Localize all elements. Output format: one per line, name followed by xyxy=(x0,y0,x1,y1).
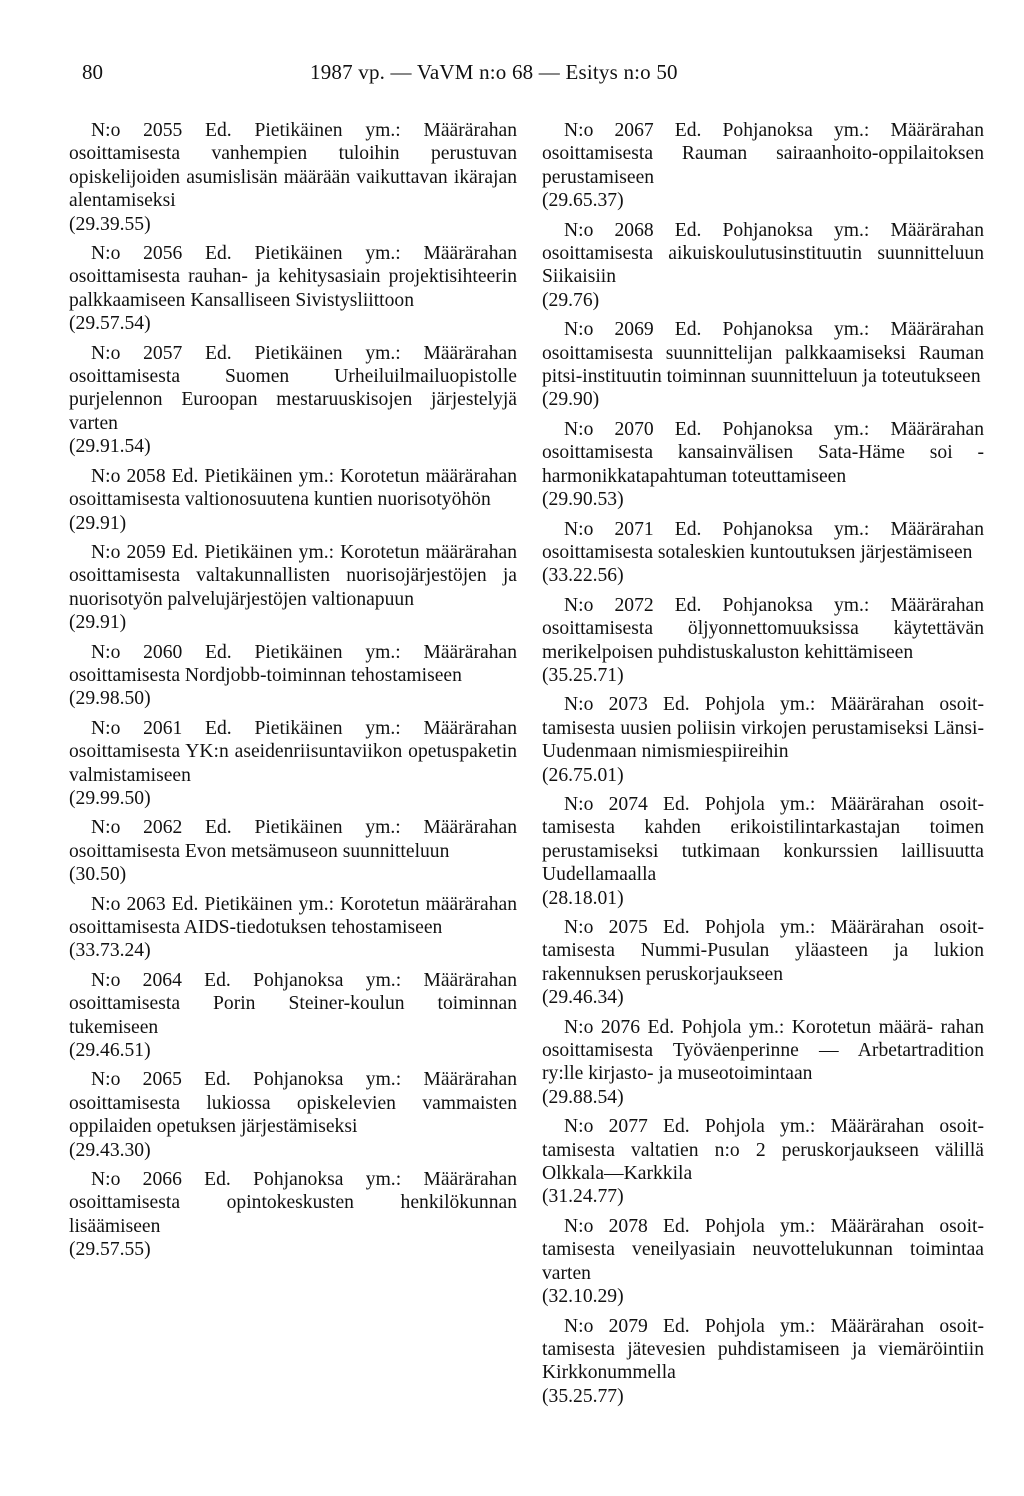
motion-description: osoittamisesta vanhempien tuloihin perustuvan opiskelijoiden asumislisän määrään vaikuttavan ikärajan alentamiseksi xyxy=(69,143,517,212)
motion-text xyxy=(542,693,984,763)
motion-heading: N:o 2057 Ed. Pietikäinen ym.: Määrärahan xyxy=(91,342,517,364)
motion-text xyxy=(69,717,517,787)
motion-entry xyxy=(542,1215,984,1309)
budget-reference: (30.50) xyxy=(69,864,127,886)
motion-entry xyxy=(69,465,517,535)
budget-reference: (33.22.56) xyxy=(542,565,624,587)
motion-description: osoittamisesta öljyonnettomuuksissa käytettävän merikelpoisen puhdistuskaluston kehittämiseen xyxy=(542,618,984,663)
motion-heading: N:o 2078 Ed. Pohjola ym.: Määrärahan osoit- xyxy=(564,1215,984,1237)
motion-entry xyxy=(542,1115,984,1209)
motion-text xyxy=(542,594,984,664)
motion-heading: N:o 2064 Ed. Pohjanoksa ym.: Määrärahan xyxy=(91,969,517,991)
budget-reference: (28.18.01) xyxy=(542,887,624,909)
budget-reference: (29.76) xyxy=(542,289,600,311)
budget-reference: (32.10.29) xyxy=(542,1286,624,1308)
budget-reference: (29.91.54) xyxy=(69,436,151,458)
motion-heading: N:o 2055 Ed. Pietikäinen ym.: Määrärahan xyxy=(91,120,517,141)
motion-description: tamisesta uusien poliisin virkojen perustamiseksi Länsi-Uudenmaan nimismiespiireihin xyxy=(542,717,984,763)
motion-entry xyxy=(69,1068,517,1162)
budget-reference: (29.39.55) xyxy=(69,213,151,235)
motion-description: osoittamisesta YK:n aseidenriisuntaviikon opetuspaketin valmistamiseen xyxy=(69,741,517,786)
budget-reference: (26.75.01) xyxy=(542,764,624,786)
motion-description: osoittamisesta Porin Steiner-koulun toiminnan tukemiseen xyxy=(69,993,517,1038)
motion-heading: N:o 2059 Ed. Pietikäinen ym.: Korotetun xyxy=(91,541,420,563)
budget-reference: (29.46.34) xyxy=(542,987,624,1009)
motion-text xyxy=(69,641,517,688)
budget-reference: (29.91) xyxy=(69,612,127,634)
motion-heading: N:o 2074 Ed. Pohjola ym.: Määrärahan osoit- xyxy=(564,793,984,815)
motion-entry xyxy=(69,816,517,886)
motion-description: tamisesta valtatien n:o 2 peruskorjaukseen välillä Olkkala—Karkkila xyxy=(542,1139,984,1185)
motion-description: rahan osoittamisesta Työväenperinne — Arbetartradition ry:lle kirjasto- ja museotoimintaan xyxy=(542,1016,984,1085)
budget-reference: (29.90.53) xyxy=(542,489,624,511)
motion-description: osoittamisesta kansainvälisen Sata-Häme soi -harmonikkatapahtuman toteuttamiseen xyxy=(542,442,984,487)
motion-description: määrärahan osoittamisesta valtionosuutena kuntien nuorisotyöhön xyxy=(69,465,517,511)
motion-text xyxy=(542,1115,984,1185)
motion-heading: N:o 2069 Ed. Pohjanoksa ym.: Määrärahan xyxy=(564,319,984,341)
motion-entry xyxy=(542,418,984,512)
motion-entry xyxy=(542,119,984,213)
page-number: 80 xyxy=(82,60,103,84)
motion-heading: N:o 2065 Ed. Pohjanoksa ym.: Määrärahan xyxy=(91,1069,517,1091)
motion-text xyxy=(69,541,517,611)
motion-text xyxy=(542,793,984,887)
budget-reference: (29.88.54) xyxy=(542,1086,624,1108)
motion-heading: N:o 2066 Ed. Pohjanoksa ym.: Määrärahan xyxy=(91,1169,517,1191)
motion-description: määrärahan osoittamisesta AIDS-tiedotuksen tehostamiseen xyxy=(69,893,517,938)
motion-description: osoittamisesta opintokeskusten henkilökunnan lisäämiseen xyxy=(69,1192,517,1237)
motion-text xyxy=(69,1068,517,1138)
motion-entry xyxy=(542,318,984,412)
budget-reference: (33.73.24) xyxy=(69,940,151,962)
motion-heading: N:o 2060 Ed. Pietikäinen ym.: Määrärahan xyxy=(91,641,517,663)
left-column xyxy=(69,119,517,1268)
motion-entry xyxy=(542,219,984,313)
running-title: 1987 vp. — VaVM n:o 68 — Esitys n:o 50 xyxy=(310,60,678,84)
motion-text xyxy=(542,219,984,289)
motion-text xyxy=(542,318,984,388)
motion-entry xyxy=(69,342,517,459)
motion-heading: N:o 2077 Ed. Pohjola ym.: Määrärahan osoit- xyxy=(564,1116,984,1138)
motion-description: osoittamisesta Rauman sairaanhoito-oppilaitoksen perustamiseen xyxy=(542,143,984,188)
motion-entry xyxy=(542,1016,984,1110)
motion-heading: N:o 2062 Ed. Pietikäinen ym.: Määrärahan xyxy=(91,817,517,839)
motion-entry xyxy=(69,541,517,635)
motion-heading: N:o 2067 Ed. Pohjanoksa ym.: Määrärahan xyxy=(564,120,984,141)
motion-entry xyxy=(69,717,517,811)
motion-heading: N:o 2068 Ed. Pohjanoksa ym.: Määrärahan xyxy=(564,219,984,241)
motion-description: osoittamisesta lukiossa opiskelevien vammaisten oppilaiden opetuksen järjestämiseksi xyxy=(69,1092,517,1138)
motion-entry xyxy=(69,1168,517,1262)
motion-entry xyxy=(542,518,984,588)
motion-text xyxy=(542,1315,984,1385)
motion-description: osoittamisesta suunnittelijan palkkaamiseksi Rauman pitsi-instituutin toiminnan suunnitteluun ja toteutukseen xyxy=(542,342,984,388)
budget-reference: (29.90) xyxy=(542,389,600,411)
motion-heading: N:o 2073 Ed. Pohjola ym.: Määrärahan osoit- xyxy=(564,694,984,716)
budget-reference: (35.25.77) xyxy=(542,1385,624,1407)
motion-description: osoittamisesta Nordjobb-toiminnan tehostamiseen xyxy=(69,664,462,686)
motion-entry xyxy=(69,893,517,963)
motion-entry xyxy=(69,119,517,236)
motion-text xyxy=(542,916,984,986)
motion-heading: N:o 2075 Ed. Pohjola ym.: Määrärahan osoit- xyxy=(564,917,984,938)
motion-description: osoittamisesta rauhan- ja kehitysasiain projektisihteerin palkkaamiseen Kansalliseen Sivistysliittoon xyxy=(69,266,517,311)
motion-description: määrärahan osoittamisesta valtakunnallisten nuorisojärjestöjen ja nuorisotyön palvelujärjestöjen valtionapuun xyxy=(69,541,517,610)
budget-reference: (29.46.51) xyxy=(69,1040,151,1062)
motion-entry xyxy=(542,594,984,688)
motion-heading: N:o 2076 Ed. Pohjola ym.: Korotetun määrä- xyxy=(564,1016,934,1038)
motion-heading: N:o 2061 Ed. Pietikäinen ym.: Määrärahan xyxy=(91,717,517,739)
motion-description: tamisesta Nummi-Pusulan yläasteen ja lukion rakennuksen peruskorjaukseen xyxy=(542,940,984,985)
budget-reference: (29.57.54) xyxy=(69,313,151,335)
motion-entry xyxy=(69,242,517,336)
motion-description: tamisesta jätevesien puhdistamiseen ja viemäröintiin Kirkkonummella xyxy=(542,1338,984,1384)
budget-reference: (29.43.30) xyxy=(69,1139,151,1161)
motion-entry xyxy=(542,916,984,1010)
budget-reference: (35.25.71) xyxy=(542,664,624,686)
motion-text xyxy=(69,242,517,312)
motion-description: osoittamisesta Suomen Urheiluilmailuopistolle purjelennon Euroopan mestaruuskisojen järjestelyjä varten xyxy=(69,366,517,434)
motion-text xyxy=(542,418,984,488)
motion-description: osoittamisesta aikuiskoulutusinstituutin suunnitteluun Siikaisiin xyxy=(542,243,984,288)
motion-text xyxy=(542,518,984,565)
motion-heading: N:o 2058 Ed. Pietikäinen ym.: Korotetun xyxy=(91,465,420,487)
motion-text xyxy=(69,816,517,863)
budget-reference: (31.24.77) xyxy=(542,1186,624,1208)
motion-entry xyxy=(542,1315,984,1409)
budget-reference: (29.65.37) xyxy=(542,190,624,212)
motion-text xyxy=(69,342,517,436)
motion-description: tamisesta kahden erikoistilintarkastajan toimen perustamiseksi tutkimaan konkurssien laillisuutta Uudellamaalla xyxy=(542,817,984,886)
budget-reference: (29.57.55) xyxy=(69,1239,151,1261)
motion-heading: N:o 2056 Ed. Pietikäinen ym.: Määrärahan xyxy=(91,243,517,265)
motion-description: osoittamisesta Evon metsämuseon suunnitteluun xyxy=(69,840,450,862)
budget-reference: (29.99.50) xyxy=(69,787,151,809)
budget-reference: (29.91) xyxy=(69,512,127,534)
motion-text xyxy=(69,969,517,1039)
budget-reference: (29.98.50) xyxy=(69,688,151,710)
motion-entry xyxy=(69,969,517,1063)
motion-text xyxy=(69,119,517,213)
motion-text xyxy=(69,1168,517,1238)
motion-entry xyxy=(542,693,984,787)
motion-text xyxy=(542,1016,984,1086)
motion-description: osoittamisesta sotaleskien kuntoutuksen järjestämiseen xyxy=(542,541,973,563)
motion-text xyxy=(542,1215,984,1285)
motion-description: tamisesta veneilyasiain neuvottelukunnan toimintaa varten xyxy=(542,1239,984,1284)
motion-heading: N:o 2079 Ed. Pohjola ym.: Määrärahan osoit- xyxy=(564,1315,984,1337)
motion-heading: N:o 2072 Ed. Pohjanoksa ym.: Määrärahan xyxy=(564,594,984,616)
motion-heading: N:o 2071 Ed. Pohjanoksa ym.: Määrärahan xyxy=(564,518,984,540)
motion-text xyxy=(69,465,517,512)
motion-text xyxy=(542,119,984,189)
motion-heading: N:o 2070 Ed. Pohjanoksa ym.: Määrärahan xyxy=(564,418,984,440)
motion-text xyxy=(69,893,517,940)
page-header xyxy=(82,60,942,90)
right-column xyxy=(542,119,984,1414)
motion-heading: N:o 2063 Ed. Pietikäinen ym.: Korotetun xyxy=(91,893,420,915)
motion-entry xyxy=(542,793,984,910)
motion-entry xyxy=(69,641,517,711)
